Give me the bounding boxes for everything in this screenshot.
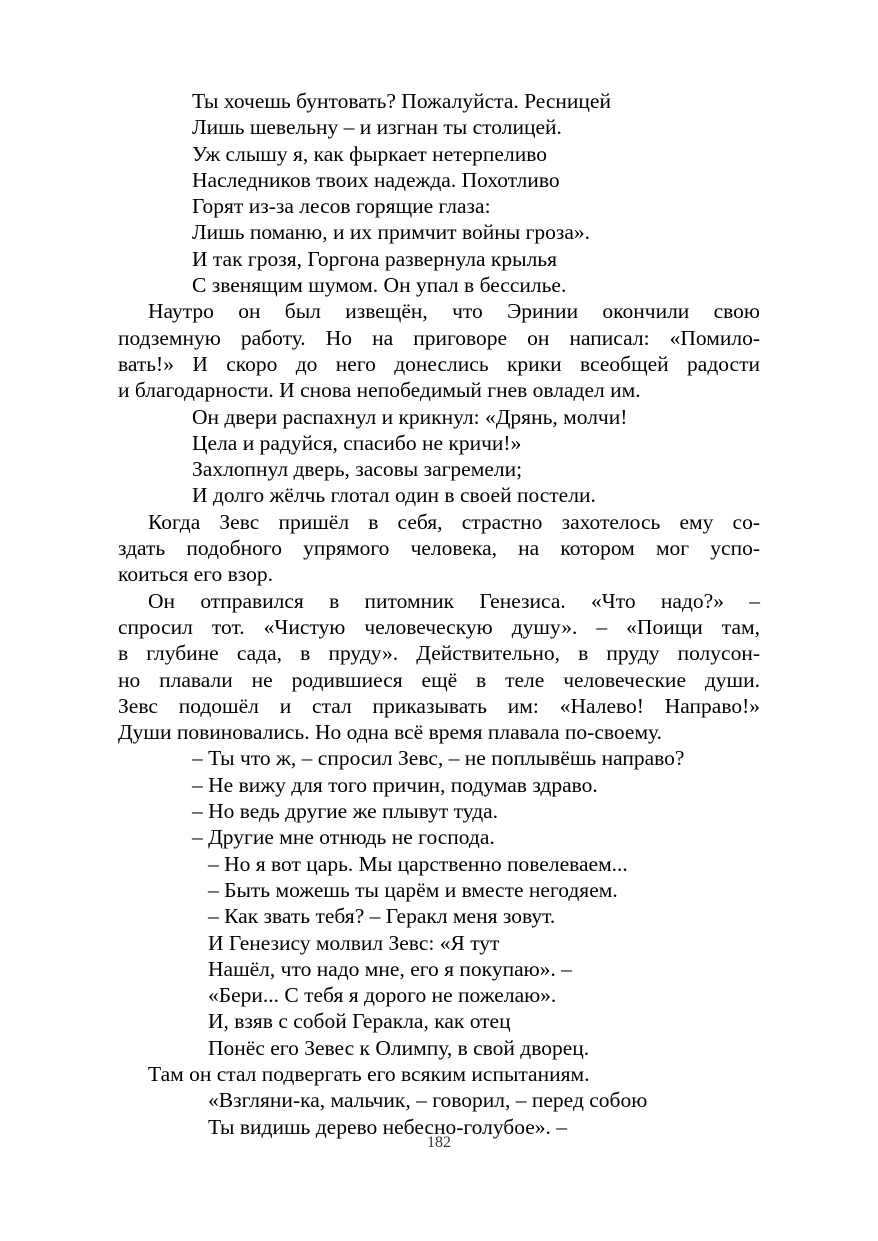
verse-line: Он двери распахнул и крикнул: «Дрянь, молчи! — [192, 404, 628, 429]
prose-line: Он отправился в питомник Генезиса. «Что надо?» – — [148, 588, 760, 613]
verse-line: Горят из-за лесов горящие глаза: — [192, 194, 491, 219]
prose-line: но плавали не родившиеся ещё в теле человеческие души. — [118, 667, 760, 692]
verse-line: «Бери... С тебя я дорого не пожелаю». — [208, 983, 557, 1008]
verse-line: – Быть можешь ты царём и вместе негодяем. — [208, 877, 618, 902]
page-body — [118, 88, 760, 1140]
prose-line: здать подобного упрямого человека, на котором мог успо- — [118, 536, 760, 561]
verse-line: И долго жёлчь глотал один в своей постели. — [192, 483, 596, 508]
poem-stanza-gorgon — [118, 88, 760, 298]
verse-line: И Генезису молвил Зевс: «Я тут — [208, 930, 500, 955]
prose-line: в глубине сада, в пруду». Действительно, в пруду полусон- — [118, 641, 760, 666]
verse-line: Лишь шевельну – и изгнан ты столицей. — [192, 115, 562, 140]
verse-line: Лишь поманю, и их примчит войны гроза». — [192, 220, 591, 245]
verse-line: Захлопнул дверь, засовы загремели; — [192, 457, 523, 482]
prose-line: Наутро он был извещён, что Эринии окончили свою — [148, 299, 760, 324]
prose-paragraph-erinyes — [118, 298, 760, 403]
verse-line: Ты хочешь бунтовать? Пожалуйста. Ресницей — [192, 89, 611, 113]
verse-line: – Другие мне отнюдь не господа. — [192, 825, 495, 850]
verse-line: Цела и радуйся, спасибо не кричи!» — [192, 430, 522, 455]
prose-line: Души повиновались. Но одна всё время плавала по-своему. — [118, 720, 663, 745]
verse-line: – Как звать тебя? – Геракл меня зовут. — [208, 904, 556, 929]
prose-line: Там он стал подвергать его всяким испытаниям. — [148, 1061, 590, 1086]
page-number: 182 — [427, 1134, 451, 1151]
prose-paragraph-trials — [118, 1061, 760, 1087]
verse-line: «Взгляни-ка, мальчик, – говорил, – перед собою — [208, 1088, 648, 1113]
prose-line: спросил тот. «Чистую человеческую душу». – «Поищи там, — [118, 614, 760, 639]
prose-line: Когда Зевс пришёл в себя, страстно захотелось ему со- — [148, 509, 760, 534]
prose-line: коиться его взор. — [118, 562, 273, 587]
prose-line: и благодарности. И снова непобедимый гнев овладел им. — [118, 378, 641, 403]
dialogue-stanza-a — [118, 745, 760, 850]
prose-line: подземную работу. Но на приговоре он написал: «Помило- — [118, 325, 760, 350]
prose-paragraph-zeus-wish — [118, 509, 760, 588]
verse-line: – Но ведь другие же плывут туда. — [192, 799, 499, 824]
verse-line: Понёс его Зевес к Олимпу, в свой дворец. — [208, 1035, 590, 1060]
poem-stanza-tree — [118, 1087, 760, 1140]
verse-line: – Ты что ж, – спросил Зевс, – не поплывёшь направо? — [192, 746, 685, 771]
verse-line: – Не вижу для того причин, подумав здраво. — [192, 772, 598, 797]
poem-stanza-door — [118, 404, 760, 509]
verse-line: Ты видишь дерево небесно-голубое». – — [208, 1114, 568, 1139]
verse-line: Наследников твоих надежда. Похотливо — [192, 167, 560, 192]
dialogue-stanza-b — [118, 851, 760, 1061]
verse-line: Уж слышу я, как фыркает нетерпеливо — [192, 141, 547, 166]
prose-line: Зевс подошёл и стал приказывать им: «Налево! Направо!» — [118, 693, 760, 718]
prose-line: вать!» И скоро до него донеслись крики всеобщей радости — [118, 351, 760, 376]
verse-line: С звенящим шумом. Он упал в бессилье. — [192, 273, 567, 298]
verse-line: Нашёл, что надо мне, его я покупаю». – — [208, 956, 572, 981]
verse-line: И так грозя, Горгона развернула крылья — [192, 246, 557, 271]
verse-line: И, взяв с собой Геракла, как отец — [208, 1009, 511, 1034]
verse-line: – Но я вот царь. Мы царственно повелеваем... — [208, 851, 628, 876]
prose-paragraph-genesis — [118, 588, 760, 746]
